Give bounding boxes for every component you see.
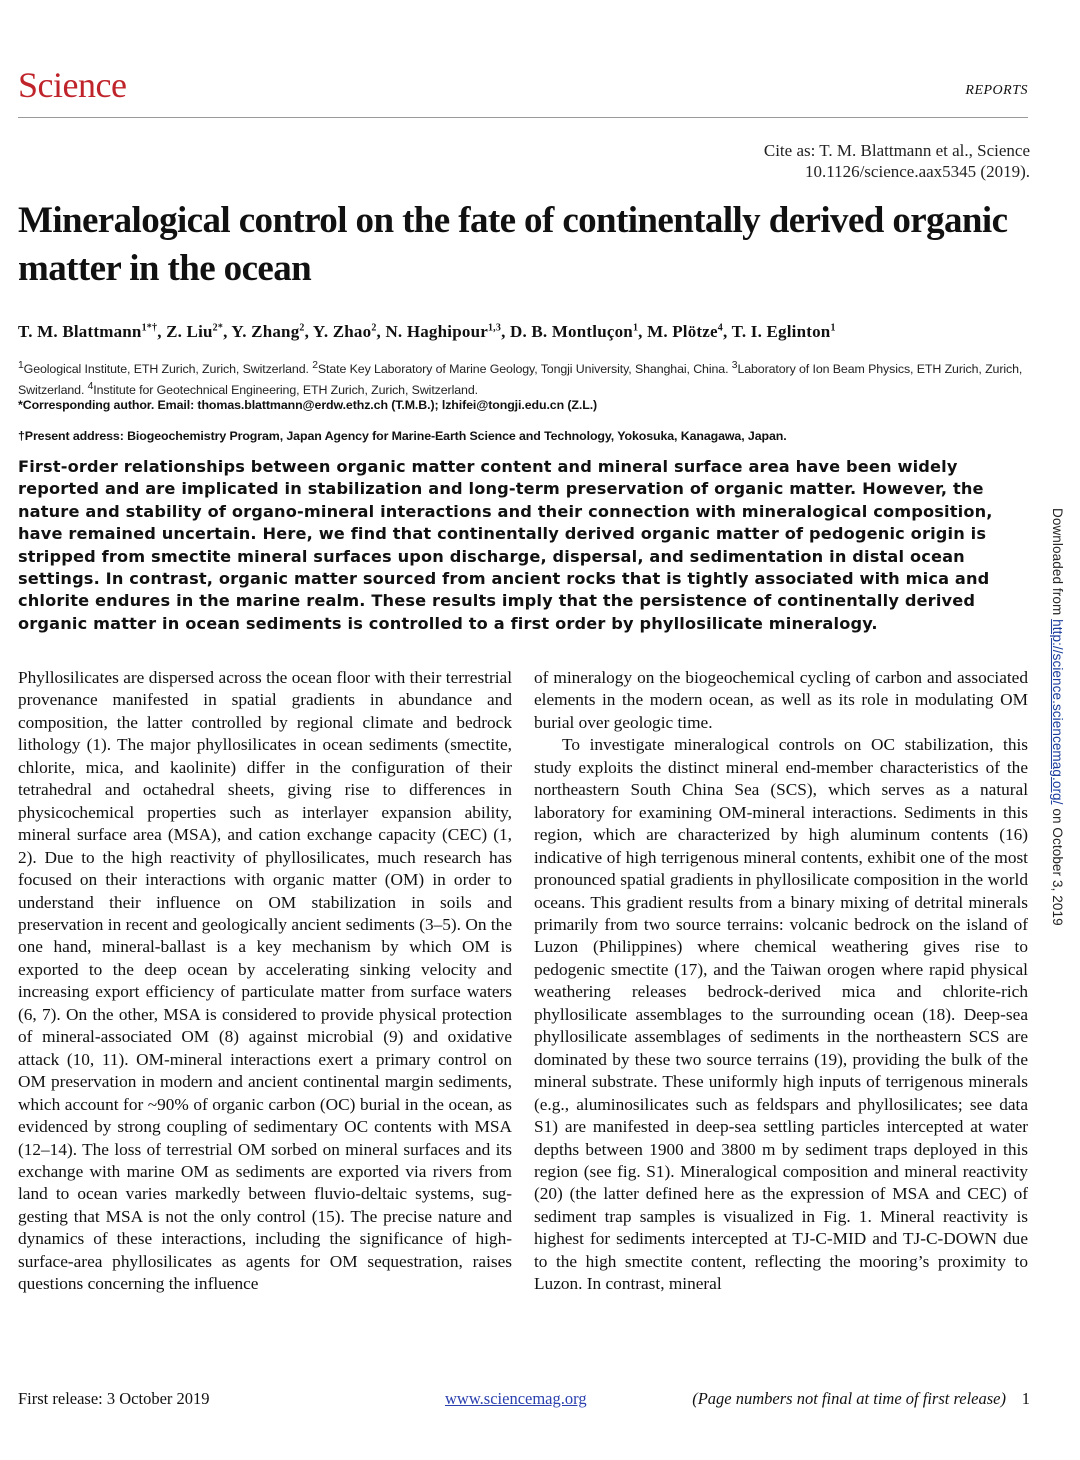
affiliation-marker: 4	[87, 381, 94, 393]
present-address: †Present address: Biogeochemistry Program, Japan Agency for Marine-Earth Science and Technology, Yokosuka, Kanagawa, Japan.	[18, 429, 787, 443]
author-affiliation-marker: 2	[371, 322, 377, 334]
author-name: D. B. Montluçon	[510, 322, 633, 341]
author-name: Y. Zhang	[231, 322, 300, 341]
author-name: Y. Zhao	[312, 322, 372, 341]
journal-logo: Science	[18, 65, 127, 105]
citation-line-2: 10.1126/science.aax5345 (2019).	[804, 162, 1030, 181]
citation-line-1: Cite as: T. M. Blattmann et al., Science	[763, 141, 1030, 160]
author-affiliation-marker: 1,3	[487, 322, 502, 334]
citation-block	[764, 140, 1030, 182]
website-link[interactable]: www.sciencemag.org	[445, 1389, 587, 1408]
page-header	[18, 64, 1028, 118]
affiliation-text: Institute for Geotechnical Engineering, ETH Zurich, Zurich, Switzerland.	[93, 383, 478, 398]
author-affiliation-marker: 1	[830, 322, 836, 334]
author-name: T. I. Eglinton	[731, 322, 831, 341]
author-affiliation-marker: 1	[632, 322, 639, 334]
author-affiliation-marker: 1*†	[141, 322, 158, 334]
author-affiliation-marker: 4	[717, 322, 723, 334]
sidebar-link[interactable]: http://science.sciencemag.org/	[1050, 619, 1065, 805]
author-list: T. M. Blattmann$^{1*\dagger}$, Z. Liu$^{2*}$, Y. Zhang$^2$, Y. Zhao$^2$, N. Haghipour$^{1,3}$, D. B. Montluçon$^1$, M. Plötze$^4$, T. I. Eglinton$^1$	[18, 322, 836, 341]
abstract: First-order relationships between organic matter content and mineral surface area have been widely reported and are implicated in stabilization and long-term preservation of organic matter. However, the nature and stability of organo-mineral interactions and their connection with mineralogical composition, have remained uncertain. Here, we find that continentally derived organic matter of pedogenic origin is stripped from smectite mineral surfaces upon discharge, dispersal, and sedimentation in distal ocean settings. In contrast, organic matter sourced from ancient rocks that is tightly associated with mica and chlorite endures in the marine realm. These results imply that the persistence of continentally derived organic matter in ocean sediments is controlled to a first order by phyllosilicate mineralogy.	[18, 457, 993, 633]
author-affiliation-marker: 2	[299, 322, 305, 334]
author-name: Z. Liu	[166, 322, 213, 341]
author-name: T. M. Blattmann	[18, 322, 142, 341]
sidebar-suffix: on October 3, 2019	[1050, 804, 1065, 926]
article-title: Mineralogical control on the fate of continentally derived organic matter in the ocean	[18, 200, 1008, 289]
body-column-right	[534, 667, 1028, 1296]
download-sidebar	[1040, 508, 1070, 968]
sidebar-prefix: Downloaded from	[1050, 508, 1065, 620]
affiliation-marker: 1	[18, 360, 24, 371]
affiliations	[18, 357, 1030, 399]
release-date: First release: 3 October 2019	[18, 1389, 210, 1408]
body-paragraph: Phyllosilicates are dispersed across the ocean floor with their terrestrial provenance manifested in spatial gradients in abundance and composition, the latter controlled by regional climate and bedrock lithology (1). The major phyllosilicates in ocean sediments (smectite, chlorite, mica, and kaolinite) differ in the configuration of their tetrahedral and octahedral sheets, giving rise to differences in physicochemical properties such as interlayer expansion ability, mineral surface area (MSA), and cation exchange capacity (CEC) (1, 2). Due to the high reactivity of phyllosilicates, much research has focused on their interactions with organic matter (OM) in order to understand their influence on OM stabilization in soils and preservation in recent and geologically ancient sediments (3–5). On the one hand, mineral-ballast is a key mechanism by which OM is exported to the deep ocean by accelerating sinking velocity and increasing export efficiency of particulate matter from surface waters (6, 7). On the other, MSA is considered to provide physical protection of mineral-associated OM (8) against microbial (9) and oxidative attack (10, 11). OM-mineral interactions exert a primary control on OM preservation in modern and ancient continental margin sediments, which account for ~90% of organic carbon (OC) burial in the ocean, as evidenced by strong coupling of sedimentary OC contents with MSA (12–14). The loss of terrestrial OM sorbed on mineral surfaces and its exchange with marine OM as sediments are exported via rivers from land to ocean varies markedly between fluvio-deltaic systems, suggesting that MSA is not the only control (15). The precise nature and dynamics of these interactions, including the significance of high-surface-area phyllosilicates as agents for OM sequestration, raises questions concerning the influence	[18, 668, 512, 1294]
page-number: 1	[1021, 1389, 1030, 1408]
affiliation-text: Laboratory of Ion Beam Physics, ETH Zurich, Zurich, Switzerland.	[18, 362, 1023, 398]
affiliation-marker: 2	[312, 360, 318, 371]
author-name: N. Haghipour	[385, 322, 488, 341]
body-paragraph: To investigate mineralogical controls on OC stabilization, this study exploits the distinct mineral end-member characteristics of the northeastern South China Sea (SCS), which serves as a natural laboratory for examining OM-mineral interactions. Sediments in this region, which are characterized by high aluminum contents (16) indicative of high terrigenous mineral contents, exhibit one of the most pronounced spatial gradients in phyllosilicate composition in the world oceans. This gradient results from a binary mixing of detrital minerals primarily from two source terrains: volcanic bedrock on the island of Luzon (Philippines) where chemical weathering gives rise to pedogenic smectite (17), and the Taiwan orogen where rapid physical weathering releases bedrock-derived mica and chlorite-rich phyllosilicate assemblages to the surrounding ocean (18). Deep-sea phyllosilicate assemblages of sediments in the northeastern SCS are dominated by these two source terrains (19), providing the bulk of the mineral substrate. These uniformly high inputs of terrigenous minerals (e.g., aluminosilicates such as feldspars and phyllosilicates; see data S1) are manifested in deep-sea settling particles intercepted at water depths between 1900 and 3800 m by sediment traps deployed in this region (see fig. S1). Mineralogical composition and mineral reactivity (20) (the latter defined here as the expression of MSA and CEC) of sediment trap samples is visualized in Fig. 1. Mineral reactivity is highest for sediments intercepted at TJ-C-MID and TJ-C-DOWN due to the high smectite content, reflecting the mooring’s proximity to Luzon. In contrast, mineral	[534, 735, 1028, 1294]
affiliation-text: State Key Laboratory of Marine Geology, Tongji University, Shanghai, China.	[317, 362, 732, 377]
body-column-left	[18, 667, 512, 1296]
body-paragraph: of mineralogy on the biogeochemical cycling of carbon and associated elements in the modern ocean, as well as its role in modulating OM burial over geologic time.	[534, 668, 1028, 732]
section-label: REPORTS	[965, 83, 1028, 98]
affiliation-text: Geological Institute, ETH Zurich, Zurich, Switzerland.	[23, 362, 313, 377]
page-footer	[18, 1389, 1030, 1415]
corresponding-author: *Corresponding author. Email: thomas.blattmann@erdw.ethz.ch (T.M.B.); lzhifei@tongji.edu.cn (Z.L.)	[18, 398, 598, 412]
affiliation-marker: 3	[731, 360, 738, 371]
author-name: M. Plötze	[647, 322, 718, 341]
author-affiliation-marker: 2*	[212, 322, 224, 334]
page-note: (Page numbers not final at time of first release)	[692, 1389, 1006, 1408]
